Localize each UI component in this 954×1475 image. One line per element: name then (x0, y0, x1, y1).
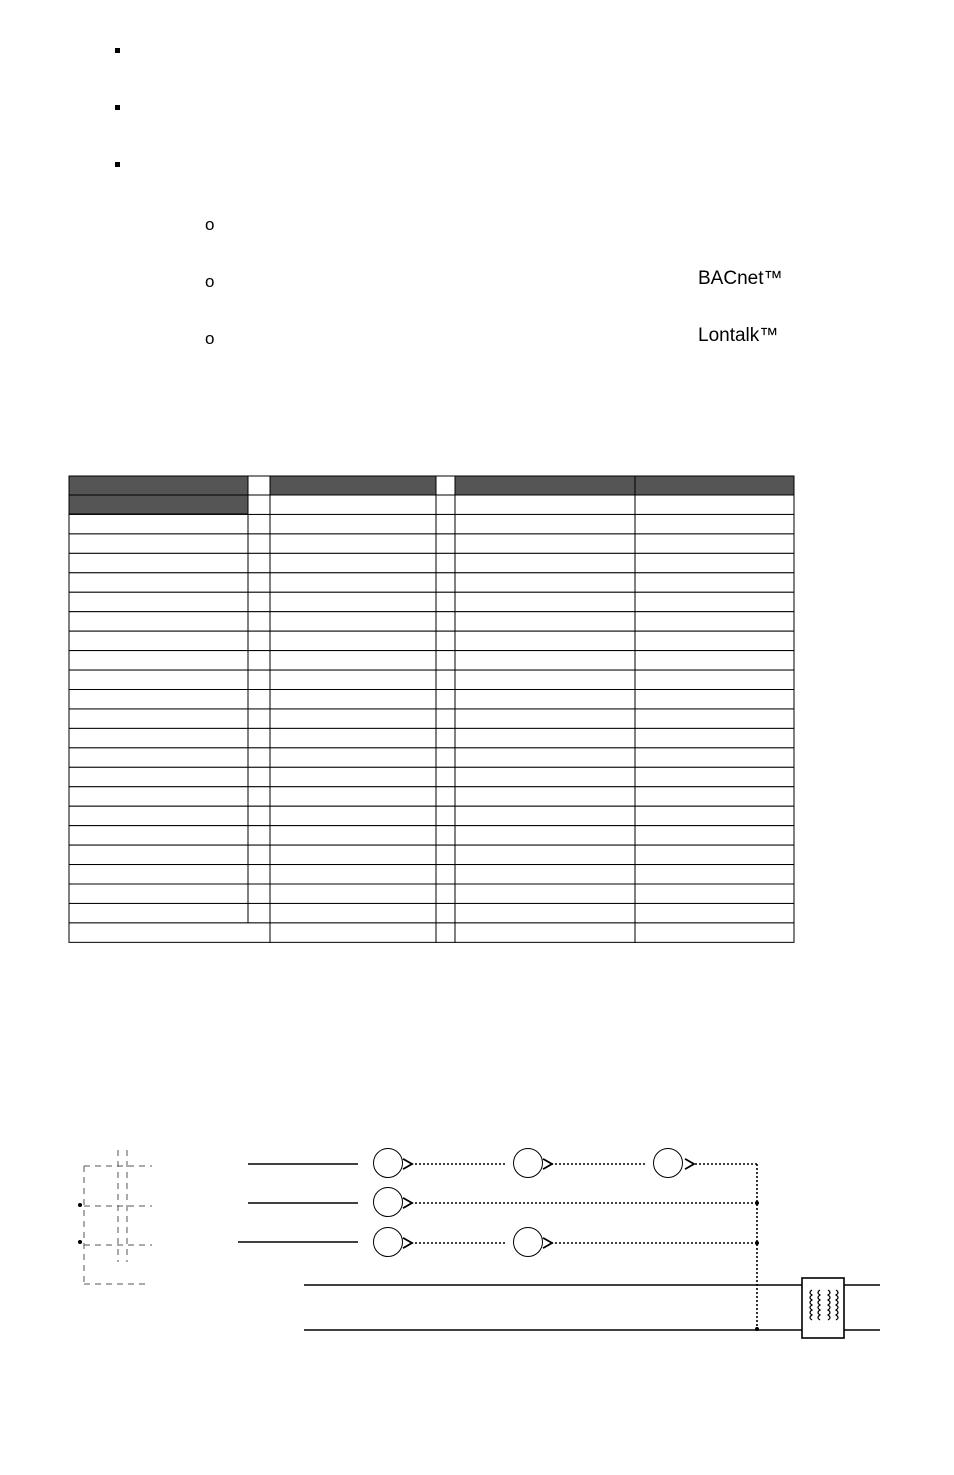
table-cell (248, 631, 270, 650)
table-cell (69, 903, 248, 922)
table-header-cell (436, 476, 455, 495)
table-cell (270, 845, 436, 864)
table-cell (436, 826, 455, 845)
table-cell (248, 612, 270, 631)
io-table (69, 476, 794, 942)
table-cell (248, 573, 270, 592)
lontalk-label: Lontalk™ (698, 325, 779, 346)
table-cell (455, 651, 635, 670)
table-cell (69, 845, 248, 864)
table-cell (270, 534, 436, 553)
bacnet-label: BACnet™ (698, 268, 783, 289)
table-cell (436, 495, 455, 514)
table-cell (69, 631, 248, 650)
table-cell (635, 690, 794, 709)
table-cell (635, 514, 794, 533)
table-cell (69, 806, 248, 825)
table-cell (635, 709, 794, 728)
table-cell (436, 690, 455, 709)
table-cell (436, 573, 455, 592)
table-cell (455, 767, 635, 786)
table-cell (455, 903, 635, 922)
device-circle (374, 1149, 403, 1178)
table-cell (635, 553, 794, 572)
table-cell (455, 631, 635, 650)
table-cell (455, 592, 635, 611)
table-cell (436, 767, 455, 786)
table-cell (248, 767, 270, 786)
table-cell (436, 514, 455, 533)
table-cell (248, 534, 270, 553)
table-cell (270, 690, 436, 709)
table-cell (455, 495, 635, 514)
table-cell (455, 806, 635, 825)
table-cell (270, 728, 436, 747)
table-cell (436, 534, 455, 553)
table-cell (270, 787, 436, 806)
junction-dot (755, 1241, 759, 1245)
table-cell (635, 767, 794, 786)
contact-dot (78, 1203, 82, 1207)
table-cell (635, 631, 794, 650)
table-cell (69, 709, 248, 728)
table-cell (248, 748, 270, 767)
table-cell (270, 884, 436, 903)
table-cell (270, 612, 436, 631)
table-cell (248, 903, 270, 922)
table-cell (436, 865, 455, 884)
table-cell (436, 748, 455, 767)
table-cell (455, 865, 635, 884)
device-circle (654, 1149, 683, 1178)
table-cell (270, 865, 436, 884)
table-cell (270, 495, 436, 514)
contact-dot (78, 1240, 82, 1244)
table-cell (248, 690, 270, 709)
table-cell (455, 923, 635, 942)
table-cell (635, 573, 794, 592)
table-cell (635, 728, 794, 747)
table-cell (69, 612, 248, 631)
table-cell (436, 728, 455, 747)
table-cell (69, 748, 248, 767)
device-circle (514, 1228, 543, 1257)
table-cell (436, 903, 455, 922)
table-cell (635, 787, 794, 806)
table-header-cell (270, 476, 436, 495)
table-cell (436, 612, 455, 631)
table-cell (248, 495, 270, 514)
table-cell (69, 728, 248, 747)
table-cell (248, 709, 270, 728)
table-cell (635, 903, 794, 922)
table-cell (69, 573, 248, 592)
table-cell (436, 631, 455, 650)
table-cell (270, 709, 436, 728)
table-cell (455, 826, 635, 845)
table-cell (69, 651, 248, 670)
circle-bullet-1: o (205, 215, 215, 234)
table-cell (635, 534, 794, 553)
table-cell (635, 845, 794, 864)
table-cell (635, 748, 794, 767)
table-header-cell (455, 476, 635, 495)
contact-block (84, 1150, 152, 1284)
table-header-cell (248, 476, 270, 495)
table-cell (455, 690, 635, 709)
circle-bullet-3: o (205, 329, 215, 348)
table-header-cell (69, 476, 248, 495)
table-cell (69, 884, 248, 903)
table-header-cell (635, 476, 794, 495)
transformer-icon (802, 1278, 844, 1338)
table-cell (635, 495, 794, 514)
table-cell (436, 592, 455, 611)
device-circle (374, 1228, 403, 1257)
table-cell (436, 845, 455, 864)
table-cell (635, 884, 794, 903)
table-cell (436, 670, 455, 689)
table-cell (436, 884, 455, 903)
table-cell (635, 826, 794, 845)
junction-dot (755, 1201, 759, 1205)
table-cell (69, 826, 248, 845)
table-cell (436, 806, 455, 825)
table-cell (635, 865, 794, 884)
table-cell (270, 923, 436, 942)
table-cell (270, 806, 436, 825)
table-cell (69, 670, 248, 689)
table-cell (270, 651, 436, 670)
table-cell (455, 670, 635, 689)
table-cell (455, 728, 635, 747)
table-cell (69, 553, 248, 572)
table-cell (270, 826, 436, 845)
table-cell (635, 592, 794, 611)
table-cell (248, 670, 270, 689)
circle-bullet-2: o (205, 272, 215, 291)
table-cell (248, 806, 270, 825)
table-cell (270, 631, 436, 650)
table-cell (455, 514, 635, 533)
table-cell (248, 787, 270, 806)
table-cell (270, 592, 436, 611)
table-cell (270, 767, 436, 786)
wiring-diagram (78, 1149, 880, 1339)
table-cell (635, 612, 794, 631)
table-cell (248, 865, 270, 884)
device-circle (514, 1149, 543, 1178)
table-cell (69, 534, 248, 553)
table-cell (248, 514, 270, 533)
table-cell (270, 553, 436, 572)
table-cell (455, 748, 635, 767)
table-cell (248, 592, 270, 611)
table-cell (455, 612, 635, 631)
table-cell (455, 709, 635, 728)
table-subheader-cell (69, 495, 248, 514)
table-cell (69, 592, 248, 611)
table-cell (436, 553, 455, 572)
table-cell (436, 709, 455, 728)
table-cell (436, 651, 455, 670)
device-circle (374, 1188, 403, 1217)
table-cell (270, 514, 436, 533)
table-cell (248, 728, 270, 747)
table-cell (248, 553, 270, 572)
table-cell (69, 514, 248, 533)
table-cell (635, 651, 794, 670)
table-cell (436, 787, 455, 806)
table-cell (455, 573, 635, 592)
table-cell (436, 923, 455, 942)
table-cell (455, 884, 635, 903)
table-cell (248, 826, 270, 845)
table-cell (635, 806, 794, 825)
table-cell (69, 923, 270, 942)
table-cell (69, 767, 248, 786)
table-cell (270, 903, 436, 922)
table-cell (270, 748, 436, 767)
table-cell (455, 845, 635, 864)
table-cell (69, 787, 248, 806)
table-cell (455, 787, 635, 806)
table-cell (69, 690, 248, 709)
table-cell (270, 573, 436, 592)
table-cell (69, 865, 248, 884)
table-cell (270, 670, 436, 689)
table-cell (635, 670, 794, 689)
table-cell (455, 534, 635, 553)
table-cell (248, 884, 270, 903)
table-cell (635, 923, 794, 942)
table-cell (248, 845, 270, 864)
table-cell (248, 651, 270, 670)
table-cell (455, 553, 635, 572)
